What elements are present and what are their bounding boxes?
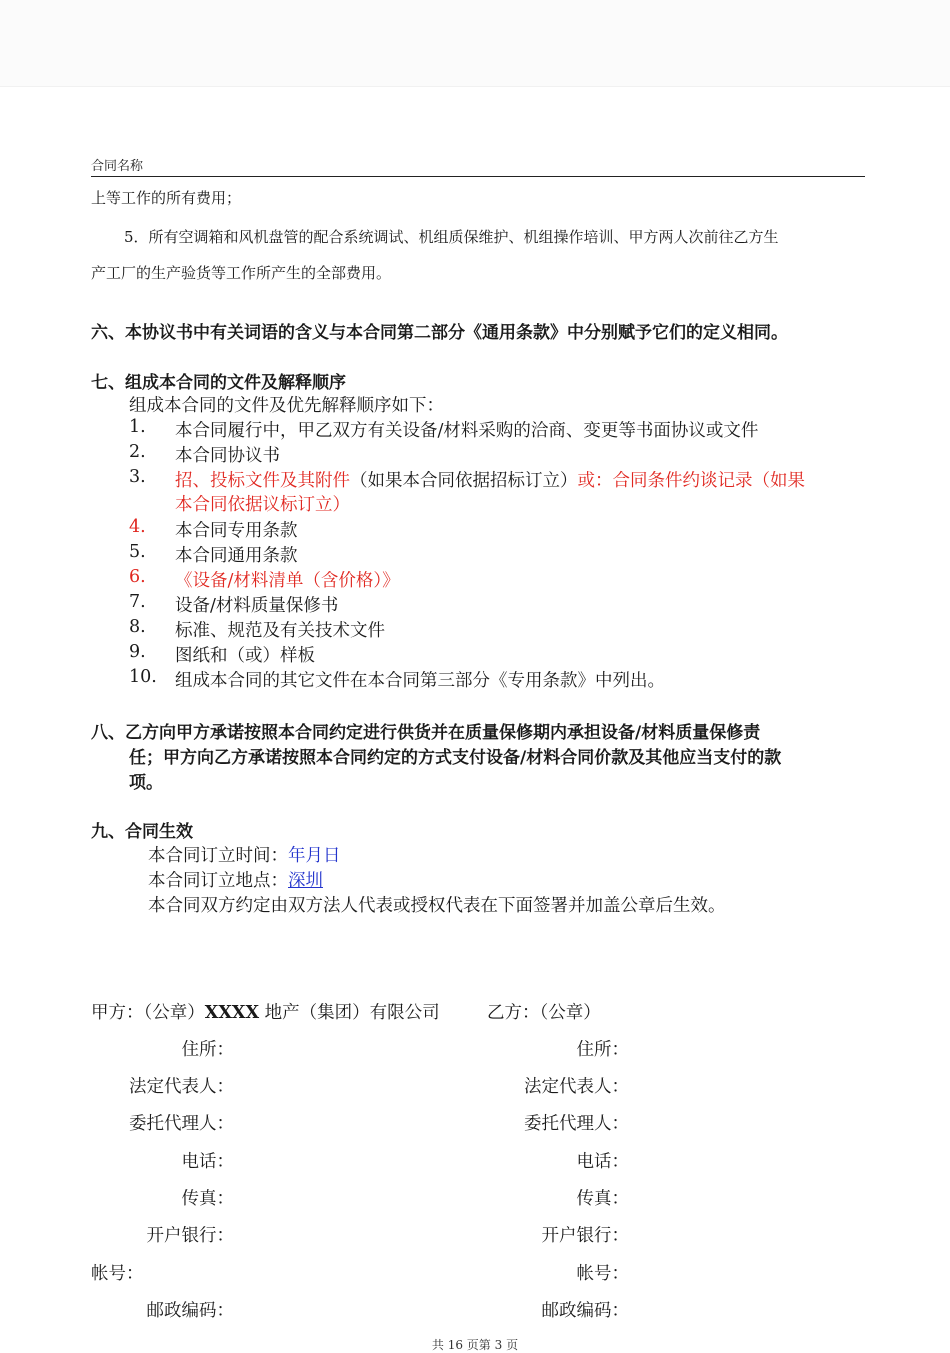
section-8-line-2: 任；甲方向乙方承诺按照本合同约定的方式支付设备/材料合同价款及其他应当支付的款 [129,748,782,768]
party-a-postcode: 邮政编码： [146,1301,234,1321]
text-line-3: 产工厂的生产验货等工作所产生的全部费用。 [91,264,392,282]
text-line-2: 5．所有空调箱和风机盘管的配合系统调试、机组质保维护、机组操作培训、甲方两人次前往乙方生 [124,228,779,246]
party-a-fax: 传真： [181,1189,234,1209]
list-item-text: 本合同协议书 [175,446,280,466]
list-item-text: 组成本合同的其它文件在本合同第三部分《专用条款》中列出。 [175,671,665,691]
list-item-text: 本合同专用条款 [175,521,298,541]
text-line-1: 上等工作的所有费用； [91,189,242,207]
list-item-number: 7. [129,592,146,612]
party-b-account: 帐号： [576,1264,629,1284]
section-7-title: 七、组成本合同的文件及解释顺序 [91,373,346,393]
party-a-phone: 电话： [181,1152,234,1172]
contract-date-label: 本合同订立时间： [148,846,288,866]
list-item-number: 3. [129,467,146,487]
list-item-number: 1. [129,417,146,437]
party-b-postcode: 邮政编码： [541,1301,629,1321]
list-item-text: 本合同履行中，甲乙双方有关设备/材料采购的洽商、变更等书面协议或文件 [175,421,759,441]
list-item-text: 本合同通用条款 [175,546,298,566]
party-a-bold: XXXX [204,1003,260,1023]
contract-effect-text: 本合同双方约定由双方法人代表或授权代表在下面签署并加盖公章后生效。 [148,896,726,916]
section-7-intro: 组成本合同的文件及优先解释顺序如下： [129,396,444,416]
list-item-number: 9. [129,642,146,662]
party-b-bank: 开户银行： [541,1226,629,1246]
contract-place-row [148,867,323,892]
party-a-title [91,999,440,1024]
party-a-prefix: 甲方：（公章） [91,1003,205,1023]
contract-place-value: 深圳 [288,871,323,891]
list-item-text: 标准、规范及有关技术文件 [175,621,385,641]
section-9-title: 九、合同生效 [91,822,193,842]
section-8-line-3: 项。 [129,773,163,793]
list-item-text-black: （如果本合同依据招标订立） [350,471,578,491]
party-a-address: 住所： [181,1040,234,1060]
list-item-text [175,467,805,492]
party-a-account: 帐号： [91,1264,144,1284]
list-item-continuation: 本合同依据议标订立） [175,495,350,515]
list-item-number: 2. [129,442,146,462]
party-a-legal-rep: 法定代表人： [129,1077,234,1097]
list-item-number: 4. [129,517,146,537]
party-b-title: 乙方：（公章） [487,1003,601,1023]
party-a-bank: 开户银行： [146,1226,234,1246]
party-b-agent: 委托代理人： [524,1114,629,1134]
header-title: 合同名称 [91,159,144,174]
list-item-text: 设备/材料质量保修书 [175,596,339,616]
section-8-line-1: 八、乙方向甲方承诺按照本合同约定进行供货并在质量保修期内承担设备/材料质量保修责 [91,723,761,743]
list-item-number: 10. [129,667,157,687]
page-header [91,155,865,177]
party-b-legal-rep: 法定代表人： [524,1077,629,1097]
list-item-number: 6. [129,567,146,587]
party-b-phone: 电话： [576,1152,629,1172]
party-a-agent: 委托代理人： [129,1114,234,1134]
page-top-band [0,0,950,87]
party-b-address: 住所： [576,1040,629,1060]
page-footer: 共 16 页第 3 页 [431,1338,519,1352]
party-b-fax: 传真： [576,1189,629,1209]
party-a-suffix: 地产（集团）有限公司 [264,1003,440,1023]
contract-place-label: 本合同订立地点： [148,871,288,891]
list-item-text-red: 招、投标文件及其附件 [175,471,350,491]
list-item-text-red-2: 或：合同条件约谈记录（如果 [577,471,805,491]
contract-date-value: 年月日 [288,846,341,866]
contract-date-row [148,842,341,867]
list-item-text: 图纸和（或）样板 [175,646,315,666]
section-6-title: 六、本协议书中有关词语的含义与本合同第二部分《通用条款》中分别赋予它们的定义相同。 [91,323,788,343]
list-item-number: 8. [129,617,146,637]
list-item-text: 《设备/材料清单（含价格）》 [175,571,400,591]
list-item-number: 5. [129,542,146,562]
